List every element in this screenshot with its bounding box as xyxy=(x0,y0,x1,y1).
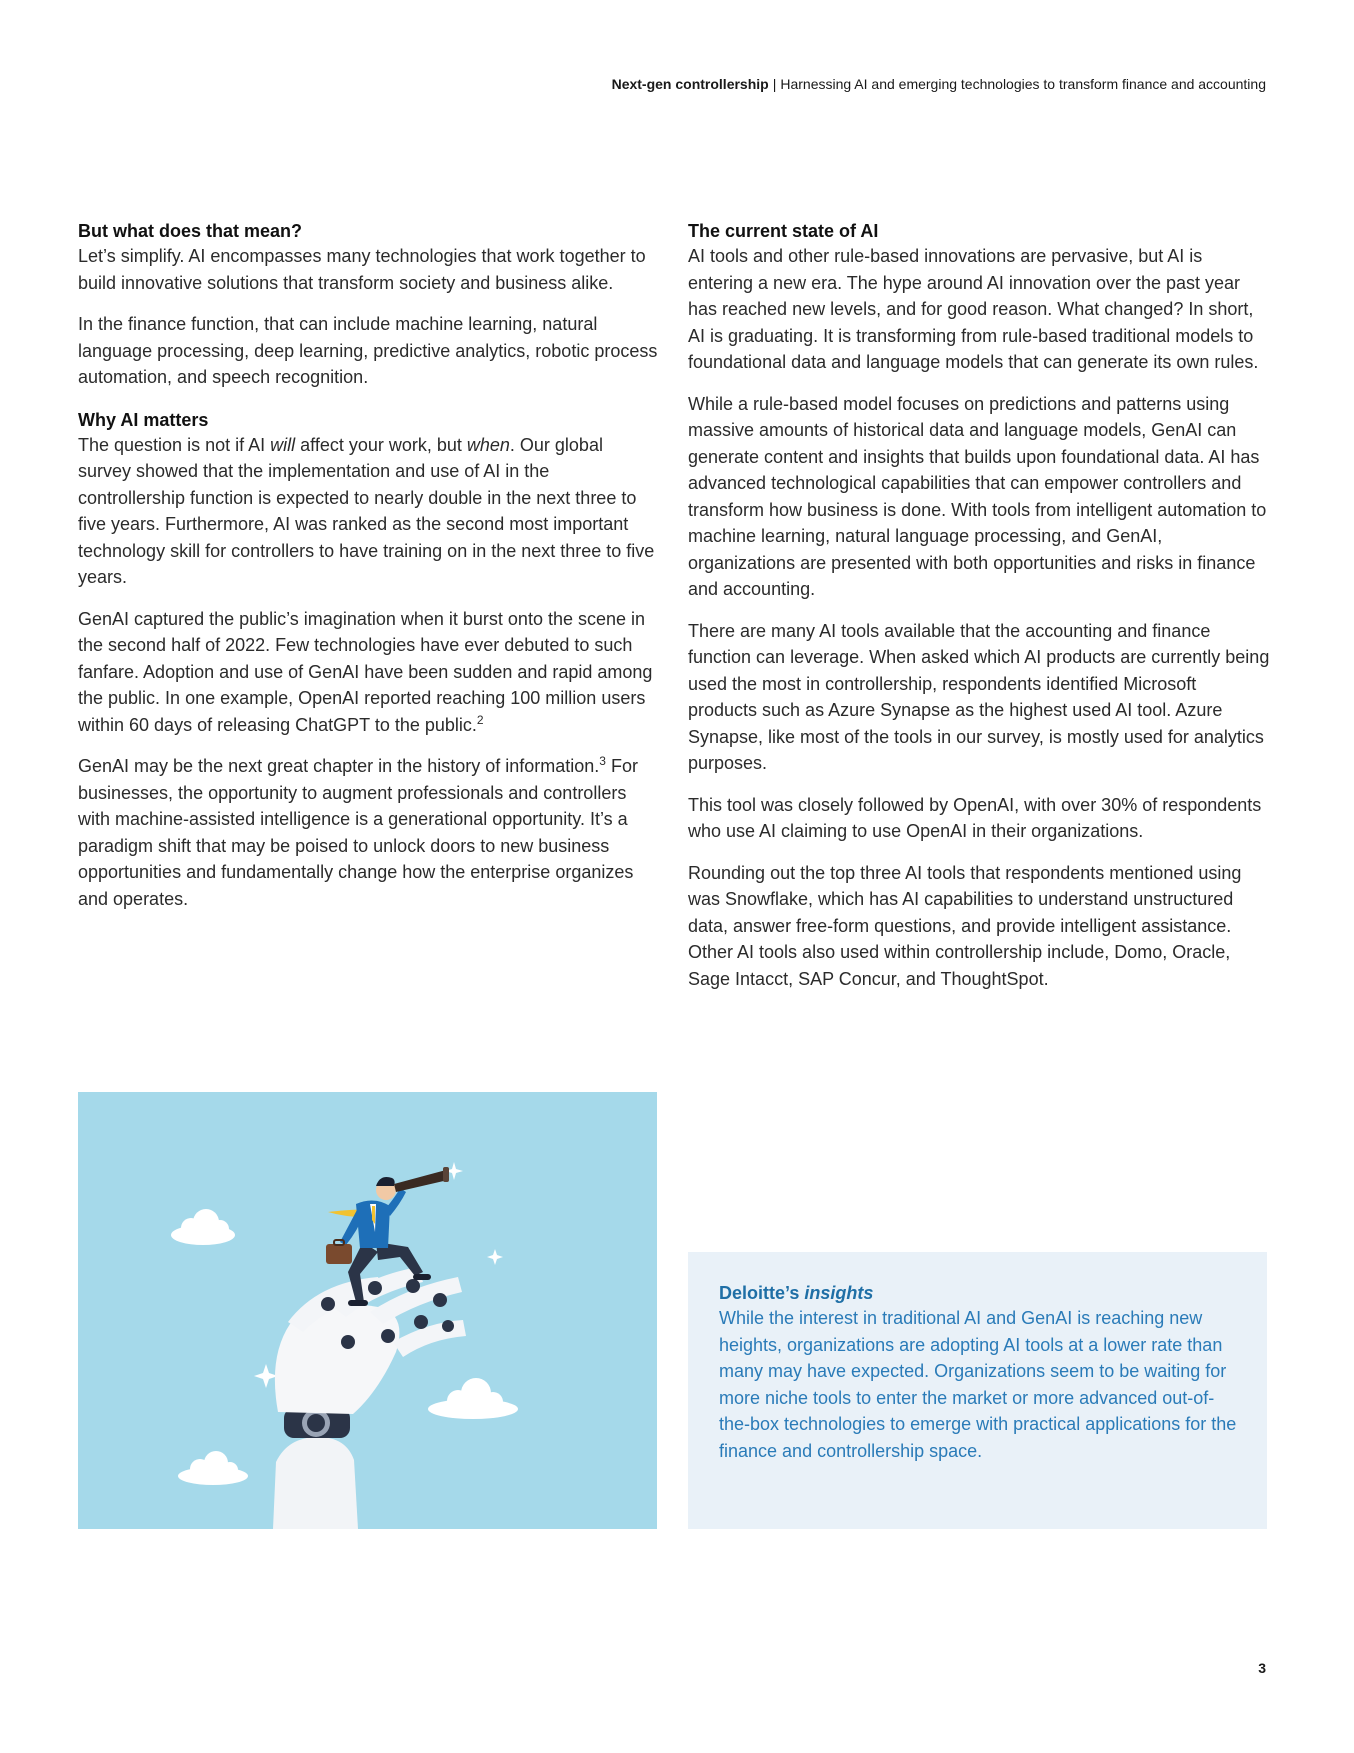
briefcase-icon xyxy=(326,1244,352,1264)
robot-hand-svg xyxy=(78,1092,657,1529)
section-heading-current-state: The current state of AI xyxy=(688,221,879,241)
paragraph: The question is not if AI will affect your work, but when. Our global survey showed that the implementation and use of AI in the controllership function is expected to nearly double in the next three to five years. Furthermore, AI was ranked as the second most important technology skill for controllers to have training on in the next three to five years. xyxy=(78,434,655,587)
header-separator: | xyxy=(772,76,777,92)
header-subtitle: Harnessing AI and emerging technologies to transform finance and accounting xyxy=(780,76,1266,92)
cloud-icon xyxy=(428,1378,518,1419)
insights-title: Deloitte’s insights xyxy=(719,1283,874,1303)
illustration-robot-hand-businessman xyxy=(78,1092,657,1529)
page-number: 3 xyxy=(1258,1660,1266,1676)
paragraph: AI tools and other rule-based innovations are pervasive, but AI is entering a new era. The hype around AI innovation over the past year has reached new levels, and for good reason. What changed? In short, AI is graduating. It is transforming from rule-based traditional models to foundational data and language models that can generate its own rules. xyxy=(688,246,1259,372)
cloud-icon xyxy=(178,1451,248,1485)
insights-body: While the interest in traditional AI and GenAI is reaching new heights, organizations are adopting AI tools at a lower rate than many may have expected. Organizations seem to be waiting for more niche tools to enter the market or more advanced out-of-the-box technologies to emerge with practical applications for the finance and controllership space. xyxy=(719,1308,1237,1461)
paragraph: GenAI captured the public’s imagination when it burst onto the scene in the second half of 2022. Few technologies have ever debuted to such fanfare. Adoption and use of GenAI have been sudden and rapid among the public. In one example, OpenAI reported reaching 100 million users within 60 days of releasing ChatGPT to the public.$^2$ xyxy=(78,608,653,735)
footnote-ref: 3 xyxy=(599,754,606,768)
running-header xyxy=(612,76,1266,92)
section-heading-meaning: But what does that mean? xyxy=(78,221,303,241)
paragraph: Rounding out the top three AI tools that respondents mentioned using was Snowflake, which has AI capabilities to understand unstructured data, answer free-form questions, and provide intelligent assistance. Other AI tools also used within controllership include, Domo, Oracle, Sage Intacct, SAP Concur, and ThoughtSpot. xyxy=(688,862,1242,989)
insights-callout xyxy=(688,1252,1267,1529)
paragraph: GenAI may be the next great chapter in the history of information.$^3$ For businesses, the opportunity to augment professionals and controllers with machine-assisted intelligence is a generational opportunity. It’s a paradigm shift that may be poised to unlock doors to new business opportunities and fundamentally change how the enterprise organizes and operates. xyxy=(78,754,638,909)
header-title: Next-gen controllership xyxy=(611,76,769,92)
footnote-ref: 2 xyxy=(476,712,484,727)
right-column xyxy=(688,220,1270,1007)
paragraph: There are many AI tools available that the accounting and finance function can leverage. When asked which AI products are currently being used the most in controllership, respondents identified Microsoft products such as Azure Synapse as the highest used AI tool. Azure Synapse, like most of the tools in our survey, is mostly used for analytics purposes. xyxy=(688,620,1270,773)
telescope-icon xyxy=(394,1170,448,1192)
paragraph: This tool was closely followed by OpenAI, with over 30% of respondents who use AI claiming to use OpenAI in their organizations. xyxy=(688,794,1262,841)
cloud-icon xyxy=(171,1209,235,1245)
paragraph: In the finance function, that can include machine learning, natural language processing, deep learning, predictive analytics, robotic process automation, and speech recognition. xyxy=(78,314,658,387)
paragraph: While a rule-based model focuses on predictions and patterns using massive amounts of historical data and language models, GenAI can generate content and insights that builds upon foundational data. AI has advanced technological capabilities that can empower controllers and transform how business is done. With tools from intelligent automation to machine learning, natural language processing, and GenAI, organizations are presented with both opportunities and risks in finance and accounting. xyxy=(688,393,1267,599)
robot-forearm xyxy=(273,1437,358,1529)
left-column xyxy=(78,220,658,927)
section-heading-why-ai: Why AI matters xyxy=(78,409,209,430)
paragraph: Let’s simplify. AI encompasses many technologies that work together to build innovative solutions that transform society and business alike. xyxy=(78,246,646,293)
